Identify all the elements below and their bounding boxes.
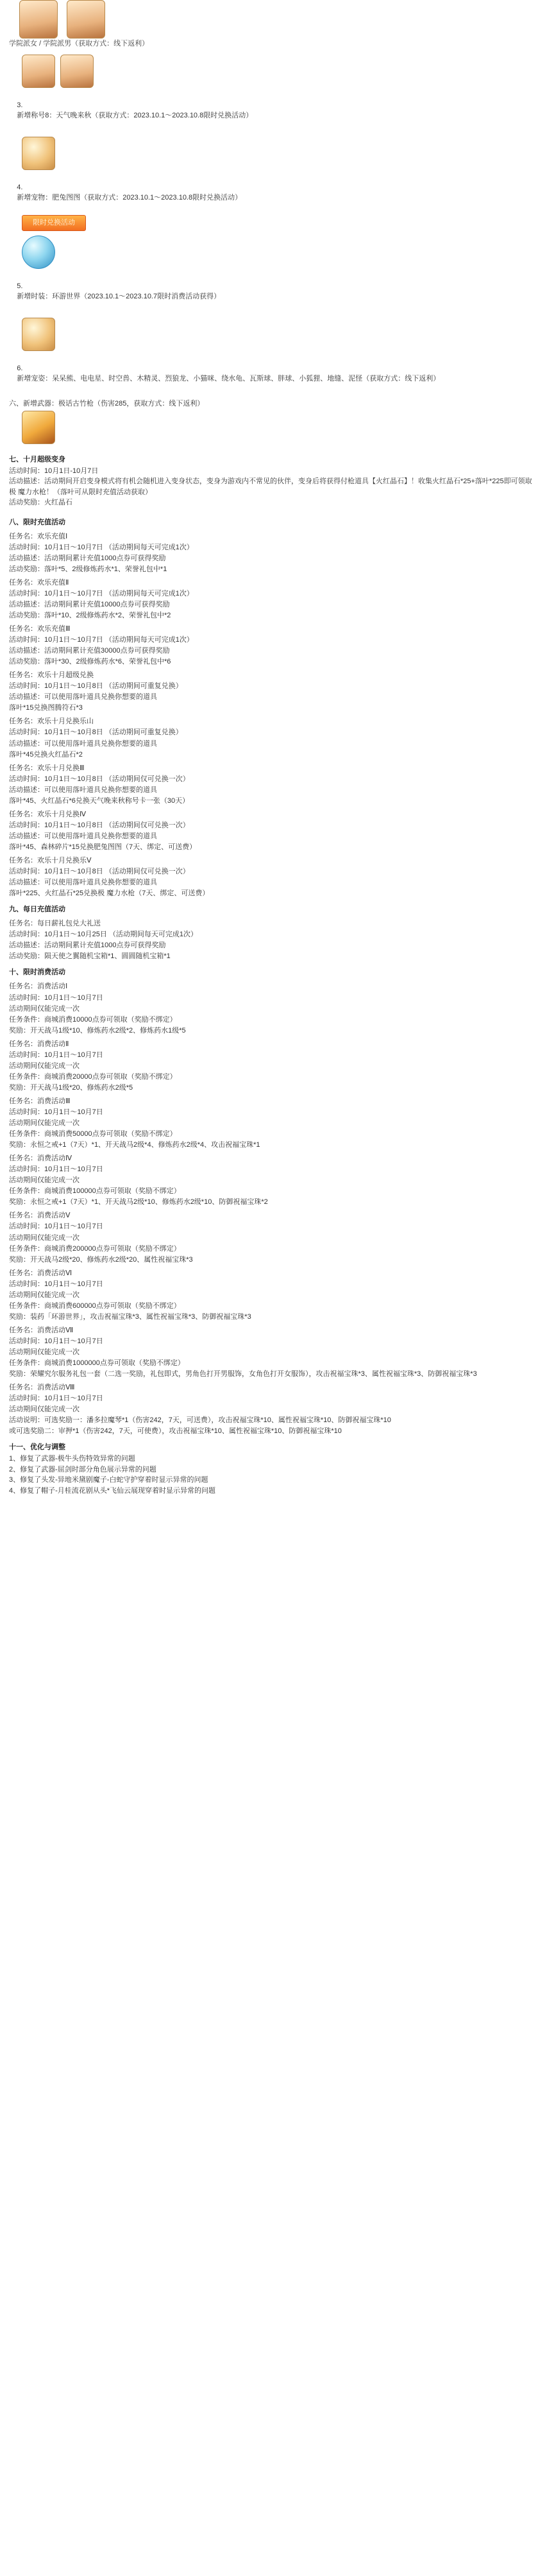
section-eight-task: [0, 760, 547, 807]
section-ten-task-name: 任务名：消费活动Ⅰ: [9, 983, 68, 991]
section-eight-task-name: 任务名：欢乐十月超级兑换: [9, 671, 94, 680]
section-ten-task-line: 任务条件：商城消费100000点券可领取（奖励不绑定）: [9, 1187, 181, 1196]
item-3-num: 3.: [17, 101, 23, 109]
section-ten-task-line: 活动时间：10月1日～10月7日: [9, 1223, 103, 1231]
top-icon-row: [0, 0, 547, 39]
section-ten-task-line: 活动时间：10月1日～10月7日: [9, 1395, 103, 1403]
section-eight-task: [0, 667, 547, 714]
section-ten-task-line: 活动时间：10月1日～10月7日: [9, 1337, 103, 1345]
item-3-body: 新增称号8：天气晚来秋（获取方式：2023.10.1～2023.10.8限时兑换活动）: [17, 112, 253, 120]
section-eight-task-line: 活动时间：10月1日～10月8日 （活动期间可重复兑换）: [9, 728, 183, 737]
section-ten-task-line: 奖励：永恒之戒+1（7天）*1、开天战马2级*4、修炼药水2级*4、攻击祝福宝珠*1: [9, 1141, 260, 1149]
item-3-icons: [0, 53, 547, 89]
section-eleven-line: 3、修复了头发-异地米黛剧魔子-白蛇守护穿着时显示异常的问题: [9, 1476, 208, 1484]
section-eight-task: [0, 621, 547, 667]
section-ten-task-line: 活动时间：10月1日～10月7日: [9, 1280, 103, 1288]
section-nine-tasks: [0, 916, 547, 962]
section-ten-task-line: 任务条件：商城消费200000点券可领取（奖励不绑定）: [9, 1244, 181, 1253]
item-6-num: 6.: [17, 364, 23, 372]
section-eight-task-name: 任务名：欢乐十月兑换乐山: [9, 717, 94, 726]
section-eight-task-line: 活动时间：10月1日～10月8日 （活动期间可重复兑换）: [9, 682, 183, 691]
section-ten-task-line: 奖励：开天战马1级*10、修炼药水2级*2、修炼药水1级*5: [9, 1026, 186, 1035]
section-eight-task: [0, 529, 547, 575]
section-ten-task: [0, 1323, 547, 1380]
section-ten-task-line: 奖励：开天战马1级*20、修炼药水2级*5: [9, 1083, 133, 1092]
section-ten-task-line: 活动时间：10月1日～10月7日: [9, 1108, 103, 1116]
section-seven-line-1: 活动时间：10月1日-10月7日: [9, 467, 99, 475]
section-ten-task-line: 活动期间仅能完成一次: [9, 1233, 80, 1242]
section-ten-task-line: 活动期间仅能完成一次: [9, 1119, 80, 1128]
section-eight-tasks: [0, 529, 547, 900]
section-ten-task-line: 奖励：装药「环游世界」，攻击祝福宝珠*3、属性祝福宝珠*3、防御祝福宝珠*3: [9, 1312, 251, 1321]
weapon-icon: [22, 411, 55, 444]
item-5-icons: [0, 234, 547, 270]
section-ten-task: [0, 1380, 547, 1437]
section-eight-task-line: 活动描述：活动期间累计充值10000点券可获得奖励: [9, 600, 170, 608]
section-eight-task-name: 任务名：欢乐充值Ⅱ: [9, 578, 69, 587]
section-ten-task-line: 任务条件：商城消费600000点券可领取（奖励不绑定）: [9, 1301, 181, 1310]
section-seven-line-2: 活动描述：活动期间开启变身模式将有机会随机进入变身状态，变身为游戏内不常见的伙伴，变身后将获得付枪道具【火红晶石】！收集火红晶石*25+落叶*225即可领取极 魔力水枪！（落叶可从限时充值活动获取）: [9, 477, 532, 496]
section-eight-task-line: 活动描述：活动期间累计充值30000点券可获得奖励: [9, 647, 170, 655]
section-ten-task-line: 或可选奖励二：审押*1（伤害242，7天，可使费），攻击祝福宝珠*10、属性祝福宝珠*10、防御祝福宝珠*10: [9, 1427, 342, 1436]
section-eleven-line: 4、修复了帽子-月桂流花剧从头*飞仙云展现穿着时显示异常的问题: [9, 1486, 216, 1495]
section-eight-task-line: 活动描述：活动期间累计充值1000点券可获得奖励: [9, 554, 166, 562]
character-icon-a: [22, 55, 55, 88]
section-eight-task-line: 活动时间：10月1日～10月7日 （活动期间每天可完成1次）: [9, 636, 194, 644]
section-ten-task-line: 奖励：永恒之戒+1（7天）*1、开天战马2级*10、修炼药水2级*10、防御祝福宝珠*2: [9, 1198, 268, 1206]
section-eight-task-line: 落叶*225、火红晶石*25兑换极 魔力水枪（7天、绑定、可送费）: [9, 889, 210, 898]
section-ten-task-line: 任务条件：商城消费1000000点券可领取（奖励不绑定）: [9, 1359, 185, 1368]
section-ten-task-name: 任务名：消费活动Ⅲ: [9, 1097, 71, 1105]
section-ten-task-line: 活动时间：10月1日～10月7日: [9, 993, 103, 1002]
section-ten-task-line: 活动期间仅能完成一次: [9, 1405, 80, 1414]
section-eight-task-line: 活动描述：可以使用落叶道具兑换你想要的道具: [9, 832, 157, 840]
section-ten-task-line: 活动说明：可选奖励一：潘多拉魔琴*1（伤害242，7天，可送费），攻击祝福宝珠*10、属性祝福宝珠*10、防御祝福宝珠*10: [9, 1416, 391, 1425]
section-ten-task-line: 活动期间仅能完成一次: [9, 1004, 80, 1013]
section-ten-task-line: 任务条件：商城消费20000点券可领取（奖励不绑定）: [9, 1072, 177, 1081]
section-nine-title: 九、每日充值活动: [9, 906, 65, 914]
item-5-text: [0, 270, 547, 313]
section-eight-task-line: 活动描述：可以使用落叶道具兑换你想要的道具: [9, 786, 157, 794]
section-eight-task-line: 落叶*45、火红晶石*6兑换天气晚来秋称号卡一张（30天）: [9, 796, 190, 805]
section-eight-task: [0, 575, 547, 621]
section-eight-task-name: 任务名：欢乐十月兑换Ⅲ: [9, 764, 85, 772]
exchange-event-banner: 限时兑换活动: [22, 215, 86, 231]
section-ten-task: [0, 1266, 547, 1323]
character-icon-male: [67, 0, 105, 39]
section-nine-task-line: 活动奖励：陨天使之翼随机宝箱*1、圆圆随机宝箱*1: [9, 952, 171, 961]
section-seven-title: 七、十月超级变身: [9, 455, 65, 463]
section-seven-line-3: 活动奖励：火红晶石: [9, 499, 72, 507]
section-eight-task-line: 活动时间：10月1日～10月8日 （活动期间仅可兑换一次）: [9, 868, 190, 876]
section-nine-task-line: 活动时间：10月1日～10月25日 （活动期间每天可完成1次）: [9, 931, 198, 939]
section-eight-task-name: 任务名：欢乐十月兑换乐Ⅴ: [9, 857, 92, 864]
item-6-body: 新增宠姿：呆呆熊、电电星、时空兽、木精灵、烈狼龙、小猫咪、绕水龟、瓦斯球、胖球、小狐狸、地缝、泥怪（获取方式：线下返利）: [17, 375, 441, 383]
section-ten-task: [0, 1036, 547, 1094]
section-ten-task-line: 活动时间：10月1日～10月7日: [9, 1051, 103, 1059]
section-nine-task-name: 任务名：每日薪礼包兑大礼送: [9, 920, 101, 928]
section-eight-task-name: 任务名：欢乐充值Ⅰ: [9, 532, 68, 540]
section-ten-task: [0, 1151, 547, 1208]
section-eight-task: [0, 853, 547, 899]
section-eight-task-line: 活动奖励：落叶*30、2级修炼药水*6、荣誉礼包中*6: [9, 658, 171, 666]
section-eight-task-line: 活动奖励：落叶*10、2级修炼药水*2、荣誉礼包中*2: [9, 612, 171, 620]
section-ten-task-line: 奖励：开天战马2级*20、修炼药水2级*20、属性祝福宝珠*3: [9, 1255, 193, 1264]
section-eight-title: 八、限时充值活动: [9, 518, 65, 526]
section-eight-task-line: 活动奖励：落叶*5、2级修炼药水*1、荣誉礼包中*1: [9, 565, 167, 573]
item-4-icons: [0, 135, 547, 171]
section-eight-task-line: 活动时间：10月1日～10月7日 （活动期间每天可完成1次）: [9, 543, 194, 551]
section-eight-task-line: 活动时间：10月1日～10月7日 （活动期间每天可完成1次）: [9, 589, 194, 597]
character-icon-female: [19, 0, 58, 39]
section-ten-task: [0, 1208, 547, 1265]
section-ten-task-name: 任务名：消费活动Ⅴ: [9, 1212, 71, 1220]
section-ten-task: [0, 979, 547, 1036]
section-six-icons: [0, 409, 547, 445]
item-6-icons: [0, 316, 547, 352]
pet-icon: [22, 137, 55, 170]
section-ten-task-name: 任务名：消费活动Ⅱ: [9, 1040, 69, 1048]
section-ten-tasks: [0, 979, 547, 1437]
item-3-text: [0, 89, 547, 132]
section-ten-task-name: 任务名：消费活动Ⅷ: [9, 1384, 75, 1392]
top-caption: 学院派女 / 学院派男（获取方式：线下返利）: [9, 40, 149, 47]
section-ten-task-line: 活动期间仅能完成一次: [9, 1061, 80, 1070]
section-eight-task-line: 活动时间：10月1日～10月8日 （活动期间仅可兑换一次）: [9, 775, 190, 783]
section-ten-task-line: 奖励：荣耀究尔服务礼包一套（二选一奖励，礼包即式，男角色打开男服饰，女角色打开女服饰），攻击祝福宝珠*3、属性祝福宝珠*3、防御祝福宝珠*3: [9, 1370, 477, 1378]
item-4-num: 4.: [17, 183, 23, 191]
section-ten-title: 十、限时消费活动: [9, 968, 65, 977]
section-eight-task-line: 活动描述：可以使用落叶道具兑换你想要的道具: [9, 879, 157, 887]
section-ten-task-line: 任务条件：商城消费50000点券可领取（奖励不绑定）: [9, 1130, 177, 1138]
item-5-body: 新增时装：环游世界（2023.10.1～2023.10.7限时消费活动获得）: [17, 293, 221, 301]
section-eight-task: [0, 714, 547, 760]
section-eleven-line: 2、修复了武器-屈剑时部分角色展示异常的问题: [9, 1465, 156, 1473]
section-ten-task-name: 任务名：消费活动Ⅳ: [9, 1155, 72, 1163]
ball-icon: [22, 236, 55, 269]
item-5-num: 5.: [17, 282, 23, 290]
section-eight-task-line: 落叶*15兑换图腾符石*3: [9, 704, 83, 712]
section-ten-task-line: 活动期间仅能完成一次: [9, 1176, 80, 1185]
section-eight-task-line: 落叶*45兑换火红晶石*2: [9, 750, 83, 759]
section-eleven-lines: [0, 1454, 547, 1496]
section-eight-task-line: 活动描述：可以使用落叶道具兑换你想要的道具: [9, 739, 157, 748]
item-4-text: [0, 171, 547, 214]
section-ten-task-line: 任务条件：商城消费10000点券可领取（奖励不绑定）: [9, 1015, 177, 1024]
section-eight-task-line: 活动时间：10月1日～10月8日 （活动期间仅可兑换一次）: [9, 821, 190, 829]
section-eight-task-line: 落叶*45、森林碎片*15兑换肥兔图图（7天、绑定、可送费）: [9, 843, 197, 851]
section-eight-task-name: 任务名：欢乐充值Ⅲ: [9, 625, 71, 633]
section-ten-task-line: 活动期间仅能完成一次: [9, 1291, 80, 1299]
section-ten-task-name: 任务名：消费活动Ⅵ: [9, 1269, 72, 1277]
item-4-body: 新增宠物：肥兔图图（获取方式：2023.10.1～2023.10.8限时兑换活动）: [17, 194, 242, 202]
section-eleven-title: 十一、优化与调整: [9, 1443, 65, 1452]
character-icon-b: [60, 55, 94, 88]
section-ten-task-line: 活动期间仅能完成一次: [9, 1348, 80, 1356]
section-nine-task: [0, 916, 547, 962]
section-eleven-line: 1、修复了武器-极牛头伤特效异常的问题: [9, 1455, 135, 1463]
section-eight-task-name: 任务名：欢乐十月兑换Ⅳ: [9, 810, 87, 818]
section-nine-task-line: 活动描述：活动期间累计充值1000点券可获得奖励: [9, 941, 166, 950]
section-ten-task-name: 任务名：消费活动Ⅶ: [9, 1326, 74, 1334]
pet-group-icon: [22, 318, 55, 351]
item-4-banner-row: [0, 214, 547, 232]
section-ten-task: [0, 1094, 547, 1151]
item-6-text: [0, 352, 547, 395]
section-eight-task: [0, 807, 547, 853]
section-eight-task-line: 活动描述：可以使用落叶道具兑换你想要的道具: [9, 693, 157, 701]
section-ten-task-line: 活动时间：10月1日～10月7日: [9, 1165, 103, 1174]
section-six-title: 六、新增武器：极话古竹枪（伤害285，获取方式：线下返利）: [9, 400, 205, 408]
